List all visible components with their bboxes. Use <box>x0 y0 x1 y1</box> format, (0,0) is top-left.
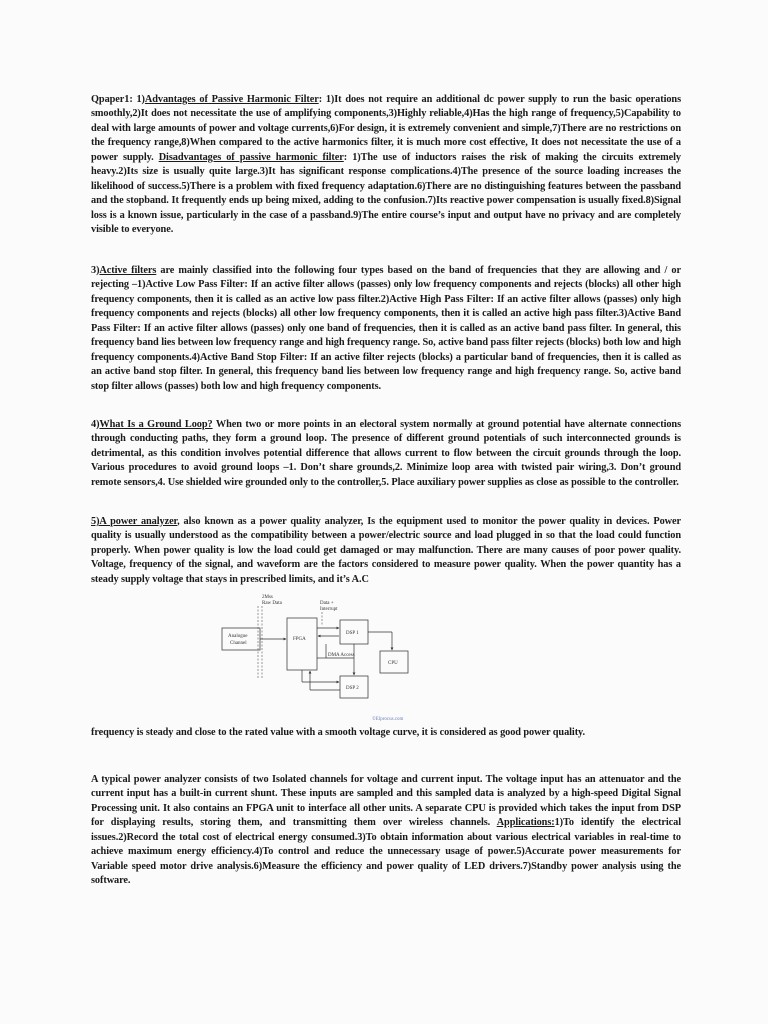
analogue-label-line2: Channel <box>230 641 247 646</box>
text-run: : 1)The use of inductors raises the risk of making the circuits extremely heavy.2)Its size is usually quite large.3)It has significant response complications.4)The presence of the source loading increases the likelihood of success.5)There is a problem with fixed frequency adaptation.6)There are no distinguishing features between the passband and the stopband. It frequently ends up being mixed, adding to the confusion.7)Its reactive power compensation is usually fixed.8)Signal loss is a known issue, particularly in the case of a passband.9)The entire course’s input and output have no privacy and are completely visible to everyone. <box>91 151 681 236</box>
paragraph-passive-filter <box>91 93 681 238</box>
text-run: 3) <box>91 265 100 276</box>
text-run: Advantages of Passive Harmonic Filter <box>144 94 319 105</box>
data-interrupt-label-line2: Interrupt <box>320 607 338 612</box>
text-run: frequency is steady and close to the rated value with a smooth voltage curve, it is considered as good power quality. <box>91 727 586 738</box>
paragraph-ground-loop <box>91 418 681 490</box>
dma-label: DMA Access <box>328 653 355 658</box>
text-run: What Is a Ground Loop? <box>99 419 213 430</box>
power-analyzer-block-diagram <box>220 590 450 725</box>
text-run: Applications: <box>496 817 555 829</box>
analogue-label-line1: Analogue <box>228 634 248 639</box>
data-interrupt-label-line1: Data + <box>320 601 334 606</box>
fpga-label: FPGA <box>293 637 306 642</box>
paragraph-typical-analyzer <box>91 773 681 889</box>
text-run: Active filters <box>99 265 157 276</box>
text-run: When two or more points in an electoral system normally at ground potential have alternate connections through conducting paths, they form a ground loop. The presence of different ground potentials of such interconnected grounds is detrimental, as this condition involves potential difference that allows current to flow between the circuit grounds through the loop. Various procedures to avoid ground loops –1. Don’t share grounds,2. Minimize loop area with twisted pair wiring,3. Don’t ground remote sensors,4. Use shielded wire grounded only to the controller,5. Place auxiliary power supplies as close as possible to the controller. <box>91 419 681 488</box>
text-run: Disadvantages of passive harmonic filter <box>158 151 344 163</box>
dsp1-label: DSP 1 <box>346 631 359 636</box>
rawdata-label-line1: 2Mss <box>262 595 273 600</box>
diagram-credit: ©Elprocus.com <box>372 717 404 722</box>
text-run: 1)To identify the electrical issues.2)Record the total cost of electrical energy consumed.3)To obtain information about various electrical variables in real-time to achieve maximum energy efficiency.4)To control and reduce the unnecessary usage of power.5)Accurate power measurements for Variable speed motor drive analysis.6)Measure the efficiency and power quality of LED drivers.7)Standby power analysis using the software. <box>91 817 681 887</box>
paragraph-active-filters <box>91 264 681 394</box>
cpu-label: CPU <box>388 661 398 666</box>
dsp2-label: DSP 2 <box>346 686 359 691</box>
text-run: 5)A power analyzer <box>91 516 178 527</box>
text-run: A typical power analyzer consists of two Isolated channels for voltage and current input. The voltage input has an attenuator and the current input has a built-in current shunt. These inputs are sampled and this sampled data is analyzed by a high-speed Digital Signal Processing unit. It also contains an FPGA unit to interface all other units. A separate CPU is provided which takes the input from DSP for displaying results, storing them, and transmitting them over wireless channels. <box>91 774 681 829</box>
paragraph-power-analyzer <box>91 515 681 587</box>
text-run: 4) <box>91 419 100 430</box>
text-run: : 1)It does not require an additional dc power supply to run the basic operations smoothly,2)It does not necessitate the use of amplifying components,3)Highly reliable,4)Has the high range of frequency,5)Capability to deal with large amounts of power and voltage currents,6)For design, it is extremely convenient and simple,7)There are no restrictions on the frequency range,8)When compared to the active harmonics filter, it is much more cost effective, It does not necessitate the use of a power supply. <box>91 94 681 163</box>
paragraph-good-power-quality <box>91 726 681 740</box>
analogue-channel-box <box>222 628 260 650</box>
text-run: , also known as a power quality analyzer, Is the equipment used to monitor the power quality in devices. Power quality is usually understood as the compatibility between a power/electric source and load plugged in so that the load could function properly. When power quality is low the load could get damaged or may malfunction. There are many causes of poor power quality. Voltage, frequency of the signal, and waveform are the factors considered to measure power quality. When the power quantity has a steady supply voltage that stays in prescribed limits, and it’s A.C <box>91 516 681 585</box>
text-run: are mainly classified into the following four types based on the band of frequencies that they are allowing and / or rejecting –1)Active Low Pass Filter: If an active filter allows (passes) only low frequency components and rejects (blocks) all other high frequency components, then it is called as an active low pass filter.2)Active High Pass Filter: If an active filter allows (passes) only high frequency components and rejects (blocks) all other low frequency components, then it is called an active high pass filter.3)Active Band Pass Filter: If an active filter allows (passes) only one band of frequencies, then it is called as an active band pass filter. In general, this frequency band lies between low frequency range and high frequency range. So, active band pass filter rejects (blocks) both low and high frequency components.4)Active Band Stop Filter: If an active filter rejects (blocks) a particular band of frequencies, then it is called as an active band stop filter. In general, this frequency band lies between low frequency range and high frequency range. So, active band stop filter allows (passes) both low and high frequency components. <box>91 265 681 392</box>
fpga-box <box>287 618 317 670</box>
text-run: Qpaper1: 1) <box>91 94 145 105</box>
rawdata-label-line2: Raw Data <box>262 601 282 606</box>
